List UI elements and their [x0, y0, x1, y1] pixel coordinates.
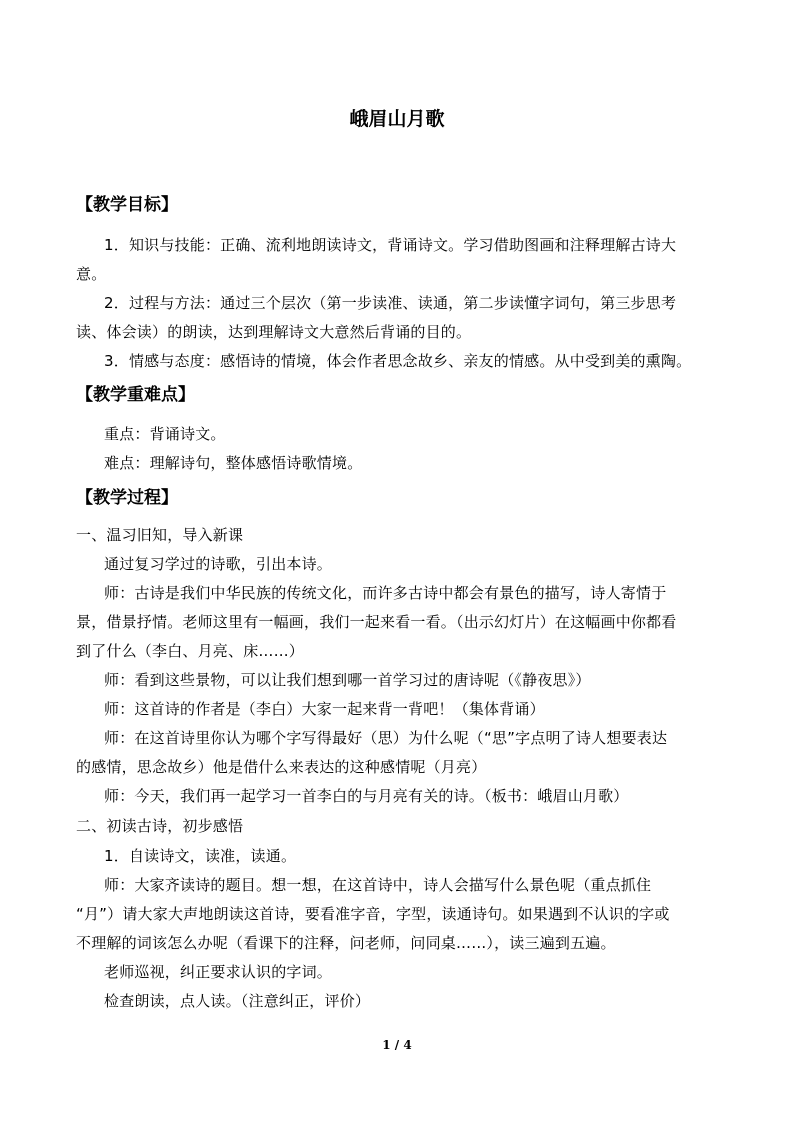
- section-heading-process: 【教学过程】: [76, 488, 178, 508]
- process-line-3: 师：古诗是我们中华民族的传统文化，而许多古诗中都会有景色的描写，诗人寄情于: [104, 584, 667, 602]
- process-line-12: 1．自读诗文，读准，读通。: [104, 847, 297, 865]
- process-line-11: 二、初读古诗，初步感悟: [76, 817, 244, 835]
- page-number: 1 / 4: [382, 1038, 412, 1052]
- process-line-10: 师：今天，我们再一起学习一首李白的与月亮有关的诗。（板书：峨眉山月歌）: [104, 787, 629, 805]
- goals-line-5: 3．情感与态度：感悟诗的情境，体会作者思念故乡、亲友的情感。从中受到美的熏陶。: [104, 352, 692, 370]
- process-line-4: 景，借景抒情。老师这里有一幅画，我们一起来看一看。（出示幻灯片）在这幅画中你都看: [76, 613, 677, 631]
- document-title: 峨眉山月歌: [349, 108, 445, 130]
- process-line-13: 师：大家齐读诗的题目。想一想，在这首诗中，诗人会描写什么景色呢（重点抓住: [104, 876, 652, 894]
- process-line-2: 通过复习学过的诗歌，引出本诗。: [104, 555, 333, 573]
- section-heading-goals: 【教学目标】: [76, 195, 178, 215]
- process-line-5: 到了什么（李白、月亮、床……）: [76, 642, 305, 660]
- process-line-6: 师：看到这些景物，可以让我们想到哪一首学习过的唐诗呢（《静夜思》）: [104, 671, 591, 689]
- process-line-16: 老师巡视，纠正要求认识的字词。: [104, 963, 333, 981]
- process-line-17: 检查朗读，点人读。（注意纠正，评价）: [104, 992, 371, 1010]
- keypoint-line-1: 重点：背诵诗文。: [104, 425, 226, 443]
- process-line-8: 师：在这首诗里你认为哪个字写得最好（思）为什么呢（“思”字点明了诗人想要表达: [104, 729, 668, 747]
- goals-line-1: 1．知识与技能：正确、流利地朗读诗文，背诵诗文。学习借助图画和注释理解古诗大: [104, 236, 677, 254]
- goals-line-4: 读、体会读）的朗读，达到理解诗文大意然后背诵的目的。: [76, 323, 472, 341]
- process-line-1: 一、温习旧知，导入新课: [76, 526, 244, 544]
- process-line-14: “月”）请大家大声地朗读这首诗，要看准字音，字型，读通诗句。如果遇到不认识的字或: [76, 905, 670, 923]
- goals-line-2: 意。: [76, 265, 107, 283]
- process-line-7: 师：这首诗的作者是（李白）大家一起来背一背吧！（集体背诵）: [104, 700, 545, 718]
- section-heading-keypoints: 【教学重难点】: [76, 385, 195, 405]
- keypoint-line-2: 难点：理解诗句，整体感悟诗歌情境。: [104, 454, 363, 472]
- process-line-15: 不理解的词该怎么办呢（看课下的注释，问老师，问同桌……），读三遍到五遍。: [76, 934, 616, 952]
- goals-line-3: 2．过程与方法：通过三个层次（第一步读准、读通，第二步读懂字词句，第三步思考: [104, 294, 677, 312]
- process-line-9: 的感情，思念故乡）他是借什么来表达的这种感情呢（月亮）: [76, 758, 487, 776]
